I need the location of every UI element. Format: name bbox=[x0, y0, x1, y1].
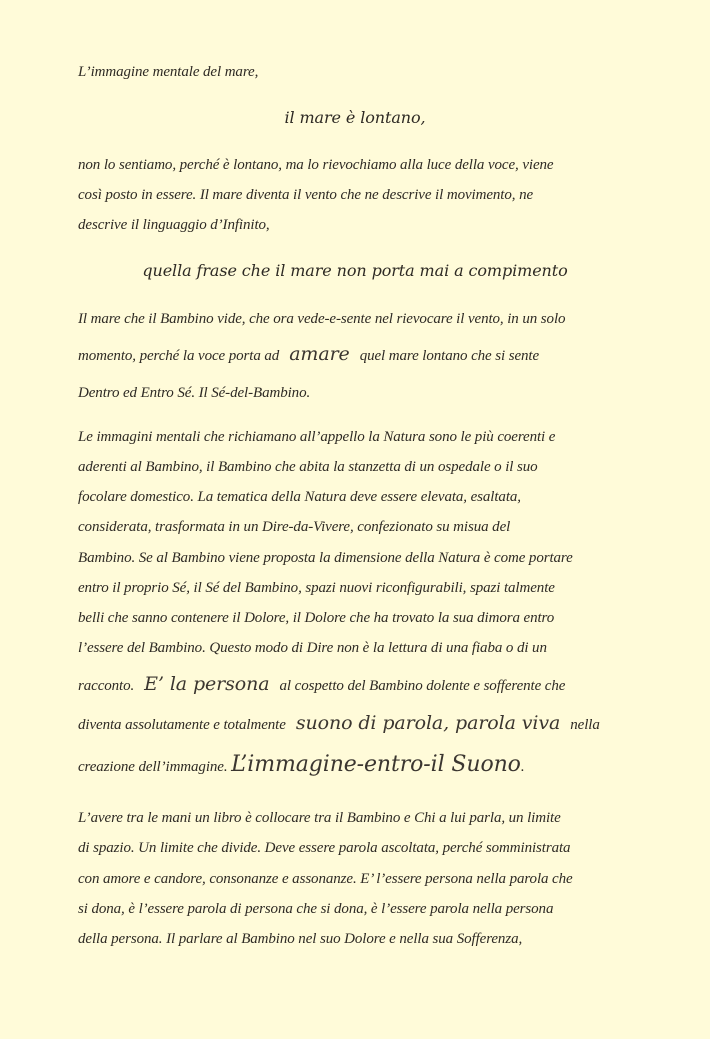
text-segment: al cospetto del Bambino dolente e sofferente che bbox=[279, 678, 566, 694]
text-segment: creazione dell’immagine. bbox=[78, 759, 228, 775]
text-segment: . bbox=[520, 759, 525, 775]
text-segment: quel mare lontano che si sente bbox=[359, 348, 540, 364]
text-line bbox=[78, 344, 539, 366]
text-line: Bambino. Se al Bambino viene proposta la dimensione della Natura è come portare bbox=[78, 550, 573, 566]
text-line: belli che sanno contenere il Dolore, il Dolore che ha trovato la sua dimora entro bbox=[78, 610, 555, 626]
text-line: entro il proprio Sé, il Sé del Bambino, spazi nuovi riconfigurabili, spazi talmente bbox=[78, 580, 555, 596]
emphasized-phrase: suono di parola, parola viva bbox=[295, 712, 561, 734]
text-segment: momento, perché la voce porta ad bbox=[78, 348, 280, 364]
text-segment: diventa assolutamente e totalmente bbox=[78, 717, 286, 733]
centered-verse: il mare è lontano, bbox=[284, 108, 426, 127]
text-line: Il mare che il Bambino vide, che ora vede-e-sente nel rievocare il vento, in un solo bbox=[78, 311, 566, 327]
text-line: Dentro ed Entro Sé. Il Sé-del-Bambino. bbox=[78, 385, 311, 401]
text-line: considerata, trasformata in un Dire-da-Vivere, confezionato su misua del bbox=[78, 519, 511, 535]
centered-verse: quella frase che il mare non porta mai a compimento bbox=[142, 261, 568, 280]
text-line: della persona. Il parlare al Bambino nel suo Dolore e nella sua Sofferenza, bbox=[78, 931, 523, 947]
text-line: di spazio. Un limite che divide. Deve essere parola ascoltata, perché somministrata bbox=[78, 840, 571, 856]
emphasized-phrase: L’immagine-entro-il Suono bbox=[231, 752, 521, 777]
text-line: L’avere tra le mani un libro è collocare tra il Bambino e Chi a lui parla, un limite bbox=[78, 810, 561, 826]
text-line bbox=[78, 713, 600, 735]
text-line: con amore e candore, consonanze e assonanze. E’ l’essere persona nella parola che bbox=[78, 871, 573, 887]
text-line bbox=[78, 674, 565, 696]
text-line bbox=[78, 752, 525, 777]
text-line: aderenti al Bambino, il Bambino che abita la stanzetta di un ospedale o il suo bbox=[78, 459, 538, 475]
emphasized-phrase: E’ la persona bbox=[144, 673, 270, 695]
text-segment: nella bbox=[570, 717, 600, 733]
text-line: non lo sentiamo, perché è lontano, ma lo rievochiamo alla luce della voce, viene bbox=[78, 157, 554, 173]
text-line: così posto in essere. Il mare diventa il vento che ne descrive il movimento, ne bbox=[78, 187, 534, 203]
text-line: focolare domestico. La tematica della Natura deve essere elevata, esaltata, bbox=[78, 489, 521, 505]
text-line: l’essere del Bambino. Questo modo di Dire non è la lettura di una fiaba o di un bbox=[78, 640, 547, 656]
emphasized-word: amare bbox=[289, 343, 350, 365]
text-line: L’immagine mentale del mare, bbox=[78, 64, 259, 80]
text-line: Le immagini mentali che richiamano all’appello la Natura sono le più coerenti e bbox=[78, 429, 556, 445]
text-segment: racconto. bbox=[78, 678, 135, 694]
text-line: descrive il linguaggio d’Infinito, bbox=[78, 217, 270, 233]
text-line: si dona, è l’essere parola di persona che si dona, è l’essere parola nella persona bbox=[78, 901, 554, 917]
